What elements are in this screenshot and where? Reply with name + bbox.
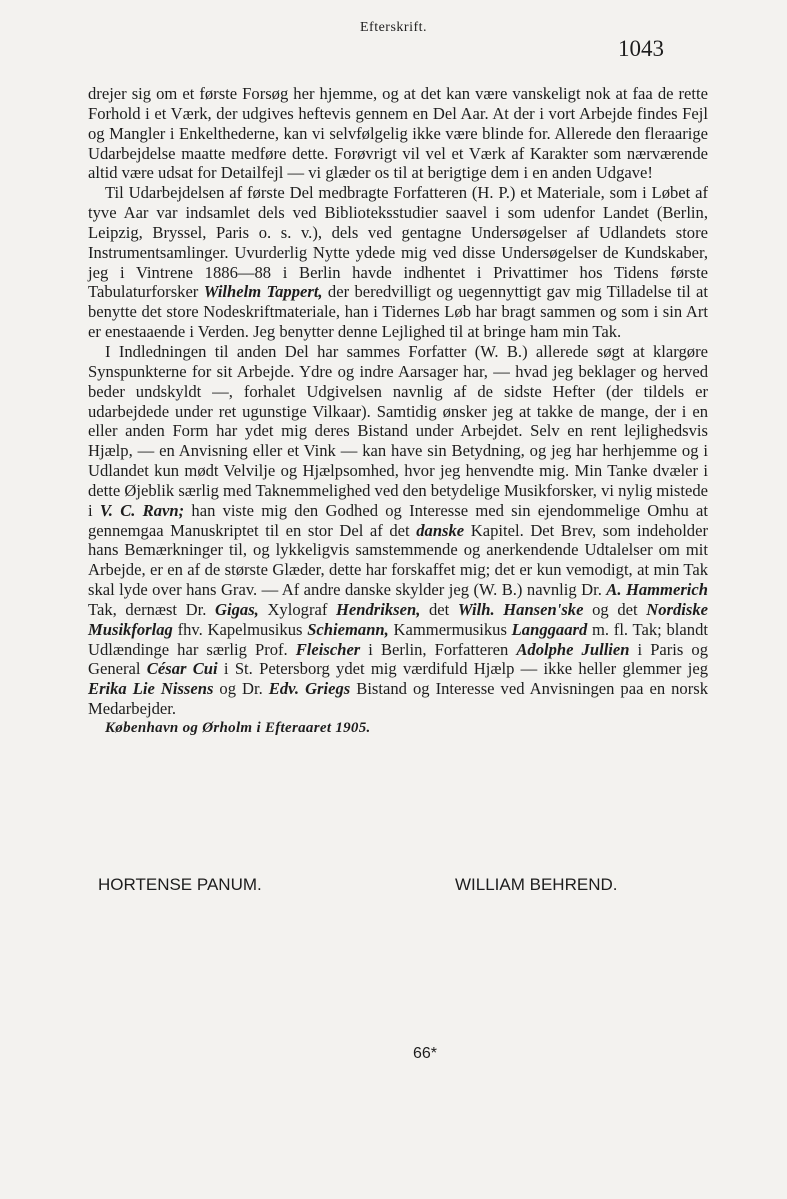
paragraph-1 bbox=[88, 84, 708, 183]
paragraph-text: der beredvilligt og uegennyttigt gav mig Tilladelse til at benytte det store Nodeskriftmateriale, han i Tidernes Løb har bragt sammen og som i sin Art er enestaaende i Verden. Jeg benytter denne Lejlighed til at bringe ham min Tak. bbox=[88, 282, 708, 342]
publisher-name: Nordiske Musikforlag bbox=[88, 599, 708, 639]
paragraph-text: Bistand og Interesse ved Anvisningen paa en norsk Medarbejder. bbox=[88, 679, 709, 719]
body-text bbox=[88, 84, 708, 739]
page-number: 1043 bbox=[618, 36, 664, 61]
paragraph-text: i St. Petersborg ydet mig værdifuld Hjælp — ikke heller glemmer jeg bbox=[217, 659, 708, 679]
running-title: Efterskrift. bbox=[359, 20, 428, 35]
publisher-name: Wilh. Hansen'ske bbox=[457, 599, 584, 619]
paragraph-2 bbox=[88, 183, 708, 342]
sheet-signature-mark: 66* bbox=[413, 1045, 438, 1062]
place-date-line: København og Ørholm i Efteraaret 1905. bbox=[105, 720, 371, 736]
paragraph-text: det bbox=[420, 599, 458, 619]
person-name: V. C. Ravn; bbox=[99, 500, 185, 520]
person-name: César Cui bbox=[146, 659, 218, 679]
person-name: A. Hammerich bbox=[606, 580, 708, 600]
paragraph-text: og det bbox=[583, 599, 647, 619]
signature-william-behrend: WILLIAM BEHREND. bbox=[455, 875, 618, 894]
paragraph-text: fhv. Kapelmusikus bbox=[172, 619, 308, 639]
person-name: Erika Lie Nissens bbox=[88, 679, 214, 699]
person-name: Schiemann, bbox=[307, 619, 389, 639]
paragraph-text: i Berlin, Forfatteren bbox=[360, 639, 517, 659]
signatures bbox=[98, 875, 738, 899]
signature-hortense-panum: HORTENSE PANUM. bbox=[98, 875, 262, 894]
paragraph-3 bbox=[88, 342, 708, 719]
paragraph-text: han viste mig den Godhed og Interesse med sin ejendommelige Omhu at gennemgaa Manuskriptet til en stor Del af det bbox=[88, 500, 709, 540]
paragraph-text: Kapitel. Det Brev, som indeholder hans Bemærkninger til, og lykkeligvis samstemmende og anerkendende Udtalelser om mit Arbejde, er en af de største Glæder, dette har forskaffet mig; det er kun vemodigt, at min Tak skal lyde over hans Grav. — Af andre danske skylder jeg (W. B.) navnlig Dr. bbox=[88, 520, 708, 600]
person-name: Wilhelm Tappert, bbox=[203, 282, 323, 302]
person-name: Edv. Griegs bbox=[268, 679, 351, 699]
person-name: Hendriksen, bbox=[335, 599, 421, 619]
paragraph-text: I Indledningen til anden Del har sammes Forfatter (W. B.) allerede søgt at klargøre Synspunkterne for sit Arbejde. Ydre og indre Aarsager har, — hvad jeg beklager og herved beder undskyldt —, forhalet Udgivelsen navnlig af de sidste Hefter (der tildels er udarbejdede under ret ugunstige Vilkaar). Samtidig ønsker jeg at takke de mange, der i en eller anden Form har ydet mig deres Bistand under Arbejdet. Selv en rent lejlighedsvis Hjælp, — en Anvisning eller et Vink — kan have sin Betydning, og jeg har herhjemme og i Udlandet kun mødt Velvilje og Hjælpsomhed, hvor jeg henvendte mig. Min Tanke dvæler i dette Øjeblik særlig med Taknemmelighed ved den betydelige Musikforsker, vi nylig mistede i bbox=[88, 341, 709, 520]
paragraph-text: Tak, dernæst Dr. bbox=[88, 599, 216, 619]
paragraph-text: Til Udarbejdelsen af første Del medbragte Forfatteren (H. P.) et Materiale, som i Løbet af tyve Aar var indsamlet dels ved Biblioteksstudier saavel i som udenfor Landet (Berlin, Leipzig, Bryssel, Paris o. s. v.), dels ved gentagne Undersøgelser af Udlandets store Instrumentsamlinger. Uvurderlig Nytte ydede mig ved disse Undersøgelser de Kundskaber, jeg i Vintrene 1886—88 i Berlin havde indhentet i Privattimer hos Tidens første Tabulaturforsker bbox=[88, 183, 708, 302]
person-name: Fleischer bbox=[295, 639, 361, 659]
paragraph-text: drejer sig om et første Forsøg her hjemme, og at det kan være vanskeligt nok at faa de rette Forhold i et Værk, der udgives heftevis gennem en Del Aar. At der i vort Arbejde findes Fejl og Mangler i Enkelthederne, kan vi selvfølgelig ikke være blinde for. Allerede den fleraarige Udarbejdelse maatte medføre dette. Forøvrigt vil vel et Værk af Karakter som nærværende altid være udsat for Detailfejl — vi glæder os til at berigtige dem i en anden Udgave! bbox=[88, 84, 708, 183]
paragraph-text: i Paris og General bbox=[88, 639, 709, 679]
paragraph-text: Kammermusikus bbox=[388, 619, 512, 639]
emphasis-word: danske bbox=[416, 520, 465, 540]
paragraph-text: og Dr. bbox=[213, 679, 269, 699]
paragraph-text: Xylograf bbox=[258, 599, 336, 619]
paragraph-text: m. fl. Tak; blandt Udlændinge har særlig Prof. bbox=[88, 619, 708, 659]
person-name: Langgaard bbox=[511, 619, 588, 639]
person-name: Adolphe Jullien bbox=[516, 639, 630, 659]
person-name: Gigas, bbox=[215, 599, 259, 619]
